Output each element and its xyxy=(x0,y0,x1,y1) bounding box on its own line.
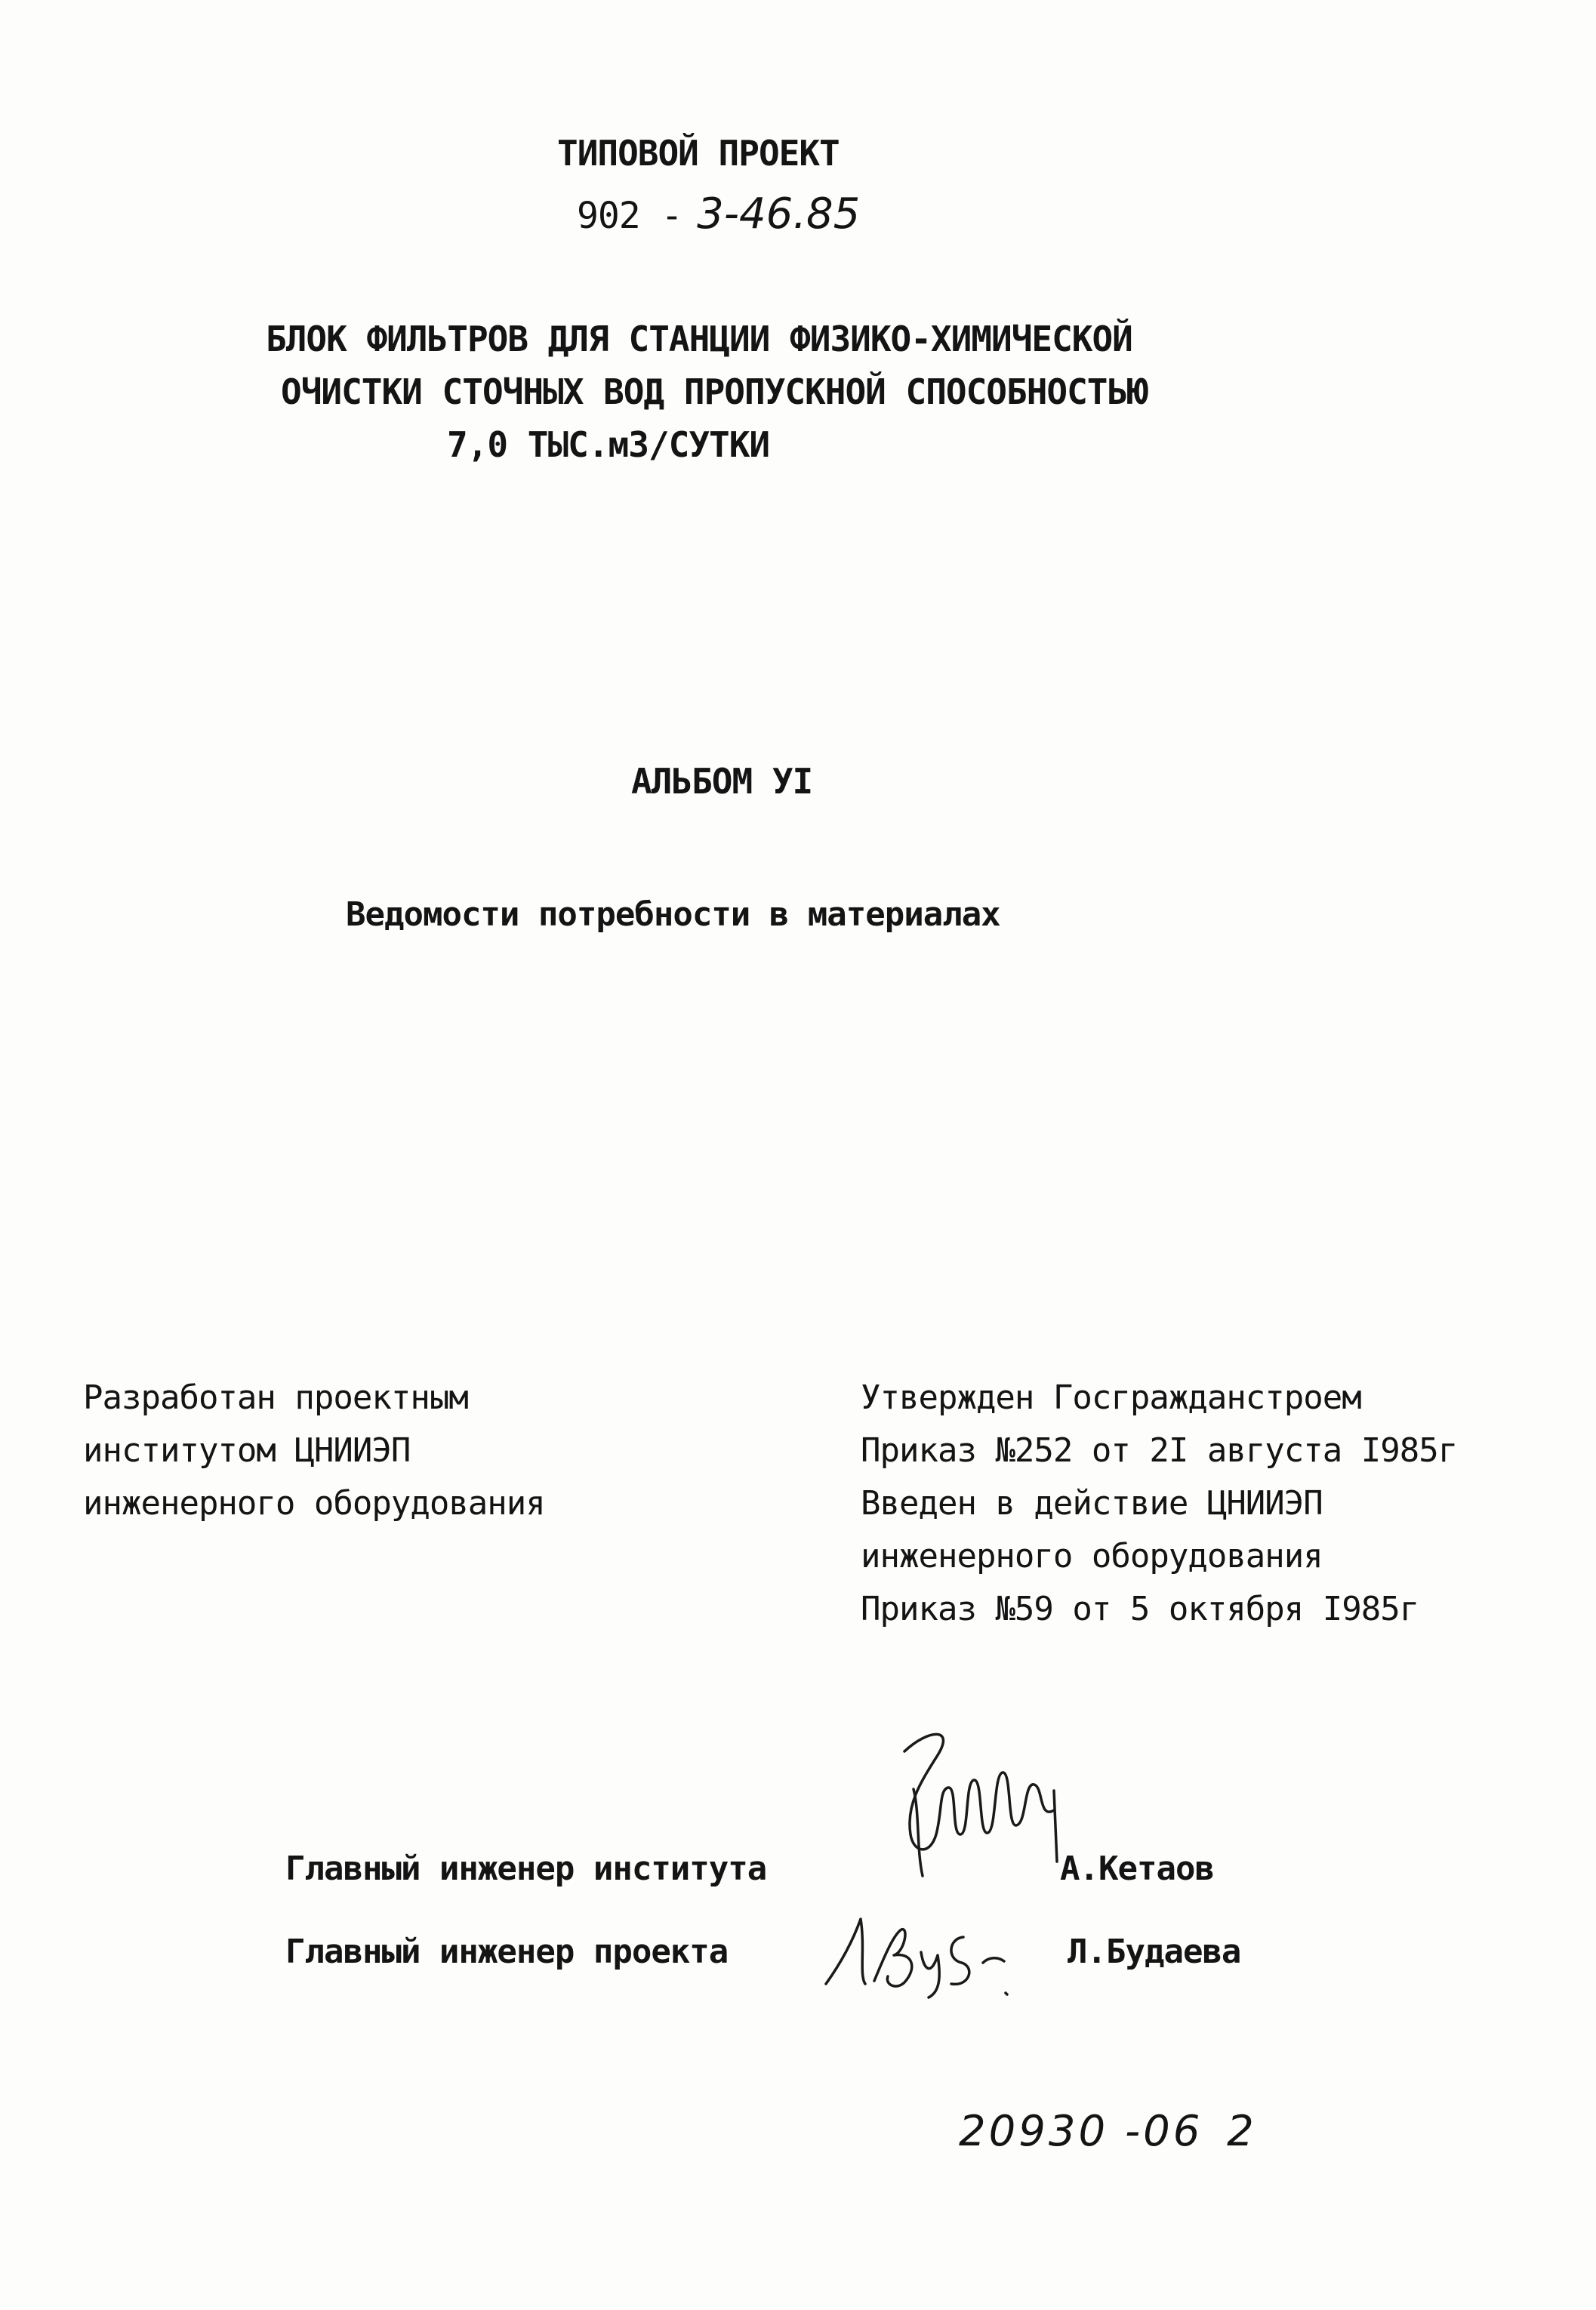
title-line-3: 7,0 ТЫС.м3/СУТКИ xyxy=(447,424,770,465)
signature-ketaov-image xyxy=(883,1721,1072,1895)
chief-engineer-institute-label: Главный инженер института xyxy=(285,1850,767,1888)
chief-engineer-project-label: Главный инженер проекта xyxy=(285,1933,729,1971)
approval-line-3: Введен в действие ЦНИИЭП xyxy=(861,1484,1323,1523)
developer-line-1: Разработан проектным xyxy=(83,1378,468,1417)
developer-line-3: инженерного оборудования xyxy=(83,1484,545,1523)
chief-engineer-project-name: Л.Будаева xyxy=(1068,1933,1241,1971)
approval-line-5: Приказ №59 от 5 октября I985г xyxy=(861,1590,1419,1628)
album-label: АЛЬБОМ УI xyxy=(631,761,813,802)
approval-line-2: Приказ №252 от 2I августа I985г xyxy=(861,1431,1458,1470)
developer-line-2: институтом ЦНИИЭП xyxy=(83,1431,411,1470)
chief-engineer-institute-name: А.Кетаов xyxy=(1060,1850,1214,1888)
project-number xyxy=(577,189,861,239)
title-line-1: БЛОК ФИЛЬТРОВ ДЛЯ СТАНЦИИ ФИЗИКО-ХИМИЧЕСКОЙ xyxy=(266,319,1132,359)
title-line-2: ОЧИСТКИ СТОЧНЫХ ВОД ПРОПУСКНОЙ СПОСОБНОСТЬЮ xyxy=(281,371,1148,412)
archive-number xyxy=(959,2107,1254,2156)
album-subtitle: Ведомости потребности в материалах xyxy=(346,895,1000,934)
sheet-number: 2 xyxy=(1227,2107,1254,2156)
archive-number-value: 20930 -06 xyxy=(959,2107,1203,2156)
project-number-prefix: 902 - xyxy=(577,195,682,237)
signature-budaeva-image xyxy=(815,1902,1034,2000)
project-number-handwritten: 3-46.85 xyxy=(697,189,861,239)
approval-line-4: инженерного оборудования xyxy=(861,1537,1323,1575)
document-type: ТИПОВОЙ ПРОЕКТ xyxy=(557,133,840,174)
approval-line-1: Утвержден Госгражданстроем xyxy=(861,1378,1361,1417)
